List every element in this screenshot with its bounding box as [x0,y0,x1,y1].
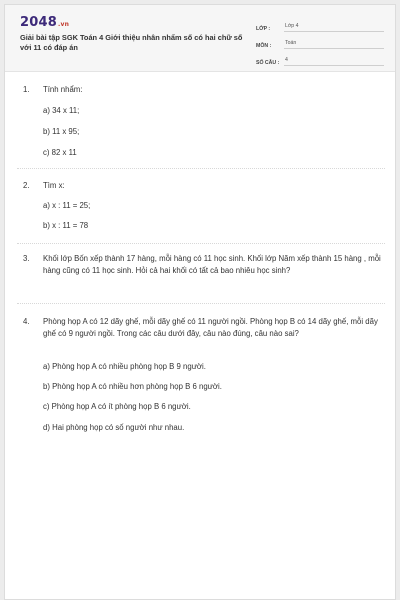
question-option: b) x : 11 = 78 [43,221,89,230]
question-option: a) 34 x 11; [43,106,80,115]
question-text: Tính nhẩm: [43,85,83,94]
question-divider [17,168,385,169]
meta-value: Lớp 4 [284,23,384,32]
question-text: Tìm x: [43,181,65,190]
meta-label: SỐ CÂU : [256,60,280,66]
meta-label: MÔN : [256,43,272,49]
question-2 [23,180,385,192]
meta-row-grade [256,18,384,32]
meta-label: LỚP : [256,26,271,32]
question-number: 2. [23,181,30,190]
document-meta [256,18,384,69]
question-option: c) Phòng họp A có ít phòng họp B 6 người. [43,402,191,411]
meta-row-question-count [256,52,384,66]
document-header [5,5,395,72]
meta-row-subject [256,35,384,49]
question-number: 3. [23,254,30,263]
document-title: Giải bài tập SGK Toán 4 Giới thiệu nhân nhẩm số có hai chữ số với 11 có đáp án [20,33,243,52]
question-4 [23,316,385,339]
question-option: b) 11 x 95; [43,127,80,136]
logo-tld: .vn [57,21,70,28]
logo-text: 2048 [20,15,57,30]
question-divider [17,303,385,304]
meta-value: 4 [284,57,384,66]
question-option: a) x : 11 = 25; [43,201,91,210]
question-text: Khối lớp Bốn xếp thành 17 hàng, mỗi hàng có 11 học sinh. Khối lớp Năm xếp thành 15 hàng , mỗi hàng cũng có 11 học sinh. Hỏi cả hai khối có tất cả bao nhiêu học sinh? [43,254,381,275]
question-divider [17,243,385,244]
question-text: Phòng họp A có 12 dãy ghế, mỗi dãy ghế có 11 người ngồi. Phòng họp B có 14 dãy ghế, mỗi dãy ghế có 9 người ngồi. Trong các câu dưới đây, câu nào đúng, câu nào sai? [43,317,378,338]
question-option: a) Phòng họp A có nhiều phòng họp B 9 người. [43,362,206,371]
question-1 [23,84,385,96]
question-option: d) Hai phòng họp có số người như nhau. [43,423,185,432]
question-number: 4. [23,317,30,326]
question-number: 1. [23,85,30,94]
document-page [4,4,396,600]
meta-value: Toán [284,40,384,49]
question-option: c) 82 x 11 [43,148,77,157]
site-logo[interactable] [20,15,69,30]
question-3 [23,253,385,276]
question-option: b) Phòng họp A có nhiều hơn phòng họp B 6 người. [43,382,222,391]
